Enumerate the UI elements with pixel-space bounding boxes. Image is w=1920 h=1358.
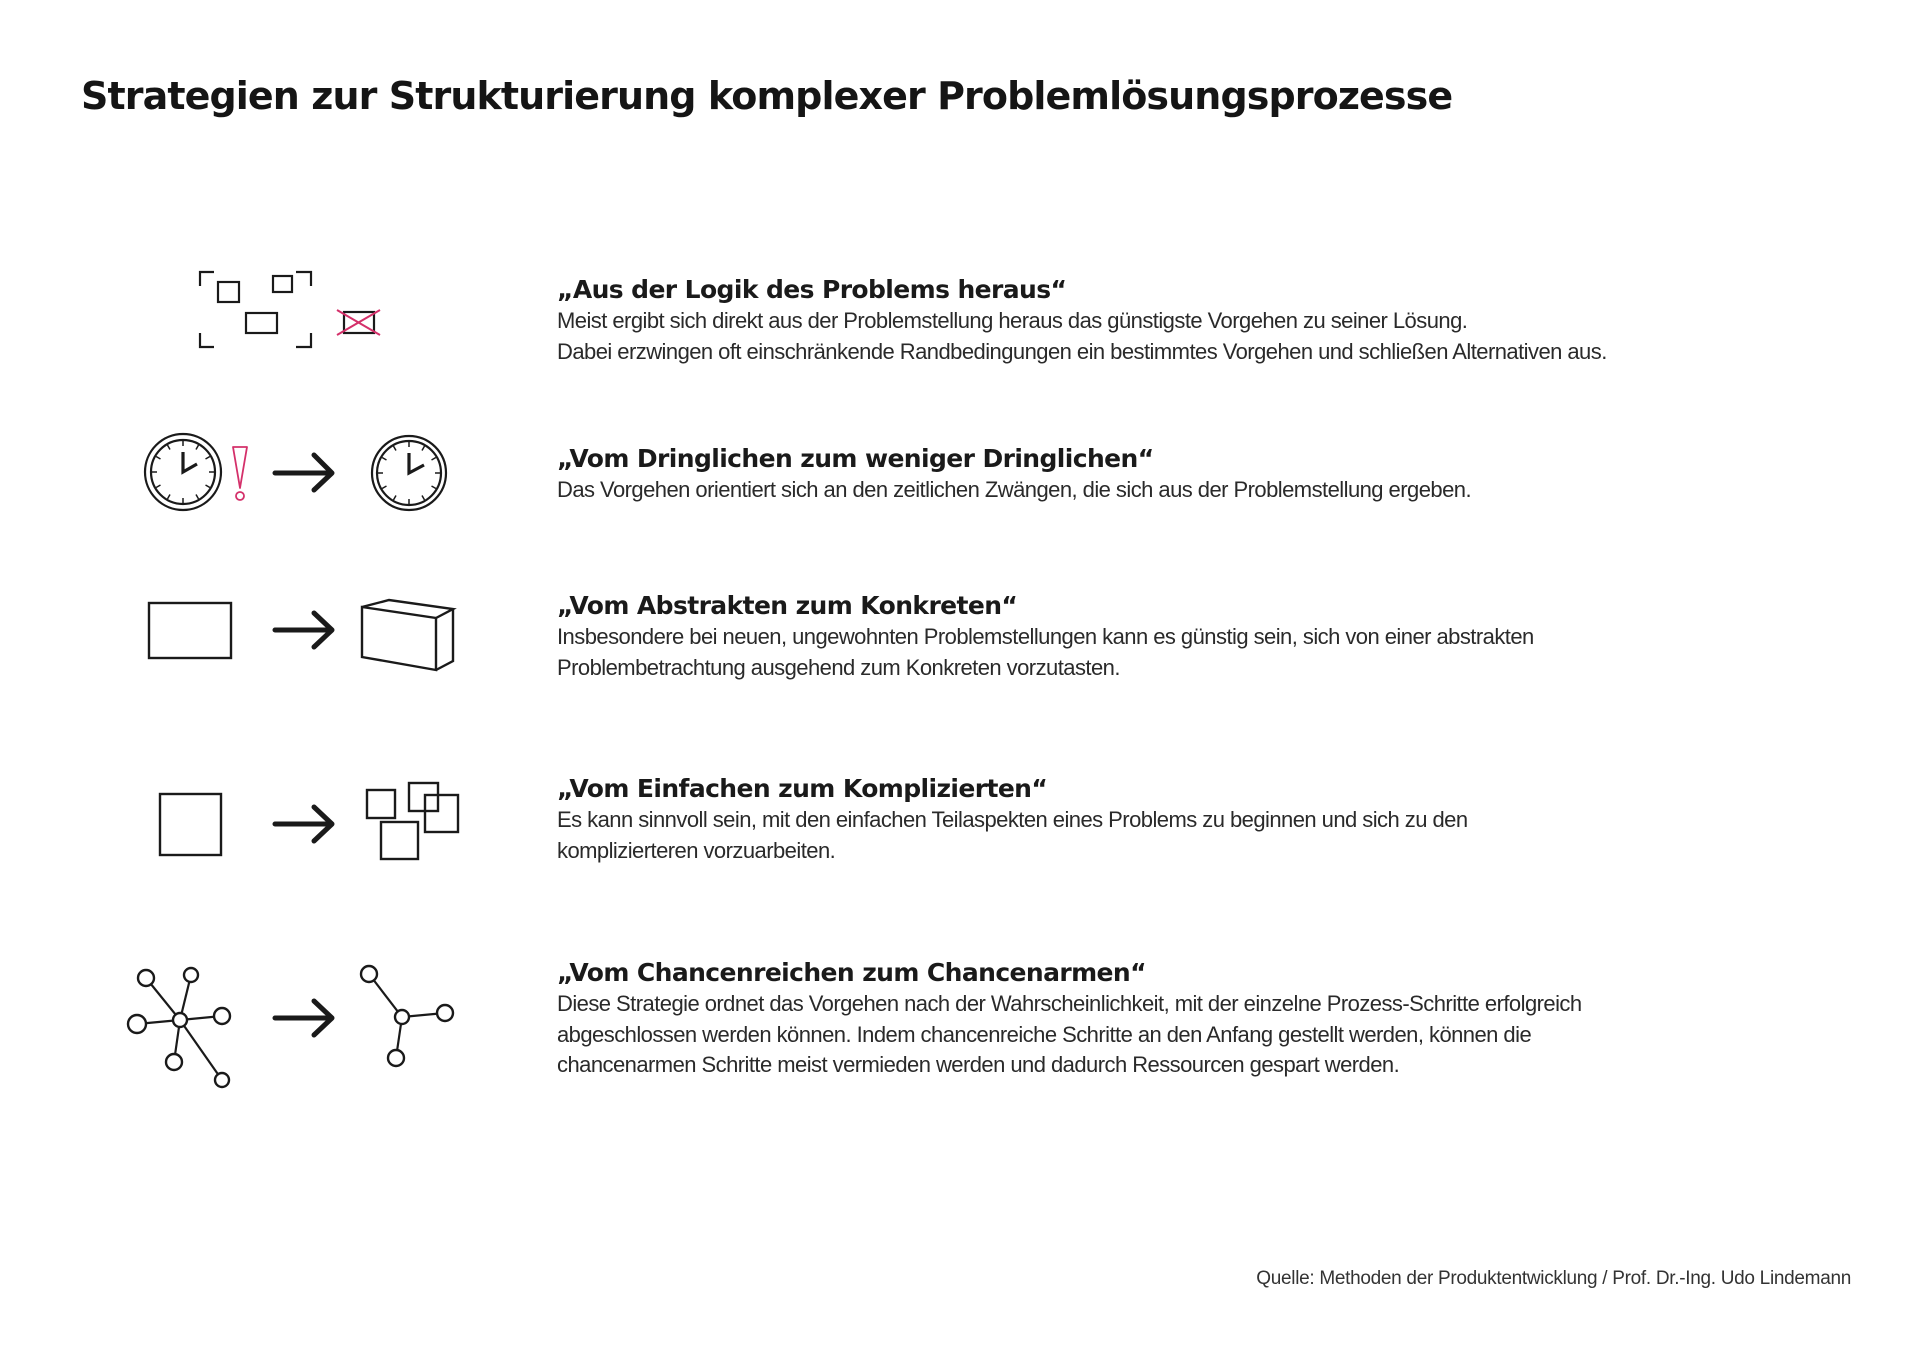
clock-tick (156, 485, 160, 488)
description-line: chancenarmen Schritte meist vermieden werden und dadurch Ressourcen gespart werden. (557, 1052, 1400, 1077)
arrow-icon (275, 807, 332, 841)
strategy-description (557, 989, 1887, 1081)
clock-tick (206, 457, 210, 460)
frame-corners-icon (200, 272, 311, 347)
strategy-heading: „Vom Dringlichen zum weniger Dringlichen“ (557, 444, 1154, 473)
box-icon (273, 276, 292, 292)
scattered-boxes-with-excluded-box-icon (200, 272, 380, 347)
clock-tick (156, 457, 160, 460)
square-icon (160, 794, 221, 855)
rectangle-to-cuboid-icon (149, 600, 453, 670)
strategy-description (557, 475, 1887, 506)
exclamation-icon (233, 447, 247, 500)
strategy-logic-of-problem (557, 274, 1887, 367)
strategy-urgent-to-less-urgent (557, 443, 1887, 506)
strategy-abstract-to-concrete (557, 590, 1887, 683)
strategy-heading: „Vom Chancenreichen zum Chancenarmen“ (557, 958, 1146, 987)
clock-tick (196, 445, 199, 449)
arrow-icon (275, 455, 332, 490)
clock-tick (422, 446, 425, 450)
clock-icon (372, 436, 446, 510)
strategy-heading: „Vom Abstrakten zum Konkreten“ (557, 591, 1018, 620)
arrow-icon (275, 613, 332, 647)
arrow-icon (275, 1001, 332, 1035)
clock-tick (168, 445, 171, 449)
clock-tick (394, 446, 397, 450)
multiple-squares-icon (367, 783, 458, 859)
network-icon (128, 968, 230, 1087)
strategy-description (557, 306, 1887, 367)
page-title: Strategien zur Strukturierung komplexer Problemlösungsprozesse (81, 74, 1453, 118)
description-line: Problembetrachtung ausgehend zum Konkreten vorzutasten. (557, 654, 1120, 680)
source-citation: Quelle: Methoden der Produktentwicklung / Prof. Dr.-Ing. Udo Lindemann (1256, 1268, 1851, 1289)
strategy-simple-to-complex (557, 773, 1887, 866)
clock-tick (196, 495, 199, 499)
clock-tick (394, 496, 397, 500)
description-line: Meist ergibt sich direkt aus der Problemstellung heraus das günstigste Vorgehen zu seiner Lösung. (557, 308, 1468, 333)
clock-tick (382, 458, 386, 461)
clock-icon (145, 434, 221, 510)
clock-tick (432, 458, 436, 461)
square-to-multiple-squares-icon (160, 783, 458, 859)
description-line: Insbesondere bei neuen, ungewohnten Problemstellungen kann es günstig sein, sich von einer abstrakten (557, 624, 1534, 649)
clock-tick (168, 495, 171, 499)
strategy-promising-to-less-promising (557, 957, 1887, 1081)
clock-tick (422, 496, 425, 500)
clock-tick (206, 485, 210, 488)
description-line: Es kann sinnvoll sein, mit den einfachen Teilaspekten eines Problems zu beginnen und sich zu den (557, 807, 1468, 832)
clock-tick (432, 486, 436, 489)
description-line: Dabei erzwingen oft einschränkende Randbedingungen ein bestimmtes Vorgehen und schließen Alternativen aus. (557, 338, 1607, 364)
excluded-box-icon (337, 310, 380, 335)
description-line: komplizierteren vorzuarbeiten. (557, 837, 836, 863)
description-line: Das Vorgehen orientiert sich an den zeitlichen Zwängen, die sich aus der Problemstellung ergeben. (557, 477, 1472, 502)
strategy-description (557, 805, 1887, 866)
box-icon (218, 282, 239, 302)
urgent-clock-to-clock-icon (145, 434, 446, 510)
description-line: abgeschlossen werden können. Indem chancenreiche Schritte an den Anfang gestellt werden, können die (557, 1021, 1532, 1047)
rectangle-icon (149, 603, 231, 658)
description-line: Diese Strategie ordnet das Vorgehen nach der Wahrscheinlichkeit, mit der einzelne Prozess-Schritte erfolgreich (557, 991, 1582, 1016)
box-icon (246, 313, 277, 333)
network-to-reduced-network-icon (128, 966, 453, 1087)
cuboid-icon (362, 600, 453, 670)
strategy-heading: „Vom Einfachen zum Komplizierten“ (557, 774, 1048, 803)
strategy-heading: „Aus der Logik des Problems heraus“ (557, 275, 1067, 304)
clock-tick (382, 486, 386, 489)
reduced-network-icon (361, 966, 453, 1066)
strategy-description (557, 622, 1887, 683)
